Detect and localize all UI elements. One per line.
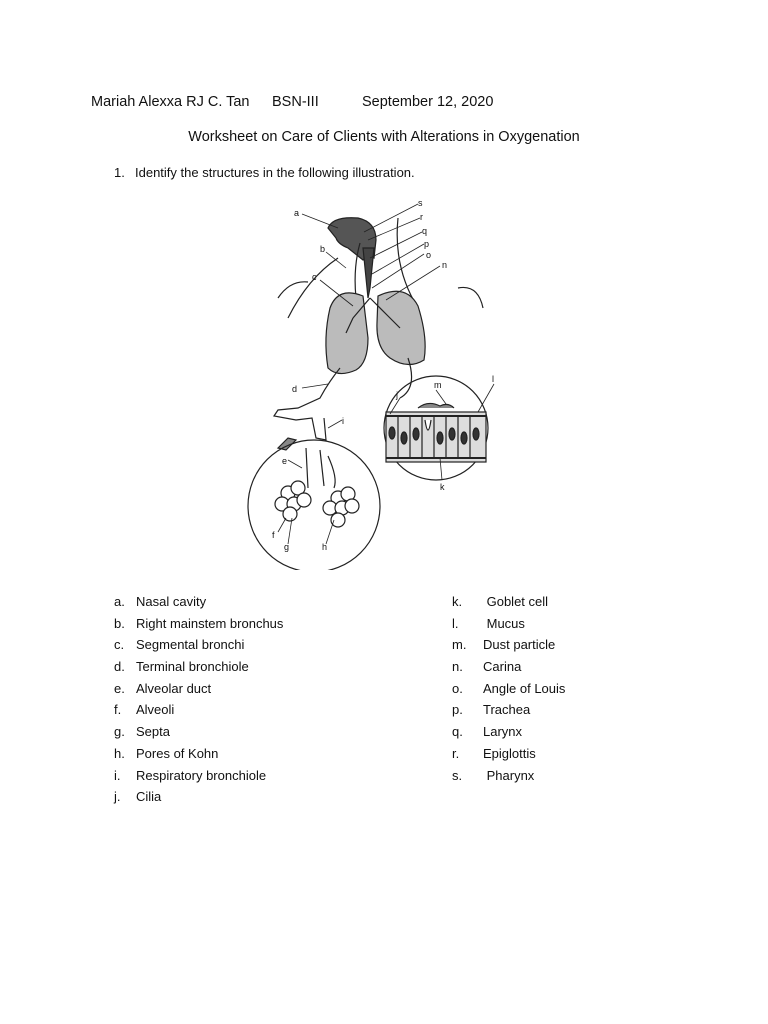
answer-row xyxy=(452,616,565,638)
label-c: c xyxy=(312,272,317,282)
answer-text: Carina xyxy=(483,659,522,675)
answer-letter: f. xyxy=(114,702,122,718)
answer-row xyxy=(452,702,565,724)
answer-letter: j. xyxy=(114,789,121,805)
answer-letter: q. xyxy=(452,724,463,740)
answer-text: Right mainstem bronchus xyxy=(136,615,284,631)
answer-row xyxy=(452,659,565,681)
label-o: o xyxy=(426,250,432,260)
answer-text: Trachea xyxy=(483,702,531,718)
question-number: 1. xyxy=(114,165,125,180)
answer-list-right xyxy=(452,594,565,789)
label-p: p xyxy=(424,239,430,249)
answer-row xyxy=(452,681,565,703)
respiratory-diagram xyxy=(178,188,570,570)
answer-letter: a. xyxy=(114,594,125,609)
answer-letter: p. xyxy=(452,702,463,718)
answer-text: Nasal cavity xyxy=(136,594,207,609)
answer-letter: b. xyxy=(114,615,125,631)
label-n: n xyxy=(442,260,448,270)
answer-row xyxy=(114,789,283,811)
answer-text: Septa xyxy=(136,724,170,740)
answer-list-left xyxy=(114,594,283,811)
label-j: j xyxy=(396,390,398,400)
label-r: r xyxy=(420,212,423,222)
label-k: k xyxy=(440,482,445,492)
answer-text: Alveolar duct xyxy=(136,680,212,696)
answer-row xyxy=(452,746,565,768)
label-b: b xyxy=(320,244,326,254)
label-s: s xyxy=(418,198,423,208)
respiratory-illustration xyxy=(178,188,570,570)
answer-row xyxy=(452,768,565,790)
label-q: q xyxy=(422,226,428,236)
answer-letter: l. xyxy=(452,615,459,631)
answer-text: Mucus xyxy=(483,615,525,631)
answer-text: Respiratory bronchiole xyxy=(136,767,267,783)
answer-row xyxy=(452,594,565,616)
label-m: m xyxy=(434,380,442,390)
answer-text: Larynx xyxy=(483,724,523,740)
answer-text: Dust particle xyxy=(483,637,556,653)
left-lung-shape xyxy=(377,291,425,364)
answer-letter: s. xyxy=(452,767,463,783)
student-name: Mariah Alexxa RJ C. Tan xyxy=(91,94,250,110)
answer-row xyxy=(114,724,283,746)
course-label: BSN-III xyxy=(272,94,319,110)
answer-text: Terminal bronchiole xyxy=(136,659,249,675)
answer-row xyxy=(114,746,283,768)
answer-row xyxy=(114,637,283,659)
answer-row xyxy=(114,594,283,616)
answer-letter: e. xyxy=(114,680,125,696)
answer-letter: o. xyxy=(452,680,463,696)
answer-text: Segmental bronchi xyxy=(136,637,245,653)
date-label: September 12, 2020 xyxy=(362,94,494,110)
answer-letter: k. xyxy=(452,594,463,609)
answer-letter: h. xyxy=(114,745,125,761)
answer-text: Goblet cell xyxy=(483,594,549,609)
question-1 xyxy=(114,165,415,180)
answer-row xyxy=(114,659,283,681)
label-g: g xyxy=(284,542,290,552)
alveoli-inset-circle xyxy=(248,440,380,570)
answer-letter: c. xyxy=(114,637,125,653)
answer-letter: m. xyxy=(452,637,467,653)
label-h: h xyxy=(322,542,328,552)
label-l: l xyxy=(492,374,494,384)
answer-text: Alveoli xyxy=(136,702,175,718)
answer-row xyxy=(114,702,283,724)
label-e: e xyxy=(282,456,288,466)
answer-text: Angle of Louis xyxy=(483,680,566,696)
right-lung-shape xyxy=(326,293,368,374)
label-a: a xyxy=(294,208,300,218)
leader-lines xyxy=(278,204,494,544)
worksheet-title: Worksheet on Care of Clients with Alterations in Oxygenation xyxy=(188,129,580,145)
answer-row xyxy=(114,768,283,790)
answer-text: Pharynx xyxy=(483,767,535,783)
answer-letter: r. xyxy=(452,745,460,761)
answer-row xyxy=(452,637,565,659)
answer-row xyxy=(452,724,565,746)
answer-text: Epiglottis xyxy=(483,745,536,761)
label-d: d xyxy=(292,384,298,394)
answer-row xyxy=(114,681,283,703)
answer-letter: i. xyxy=(114,767,121,783)
answer-letter: n. xyxy=(452,659,463,675)
answer-text: Cilia xyxy=(136,789,162,805)
alveoli-clusters xyxy=(275,481,359,527)
question-text: Identify the structures in the following illustration. xyxy=(135,165,415,180)
answer-row xyxy=(114,616,283,638)
answer-text: Pores of Kohn xyxy=(136,745,219,761)
label-f: f xyxy=(272,530,275,540)
trachea-shape xyxy=(363,248,374,298)
label-i: i xyxy=(342,416,344,426)
answer-letter: g. xyxy=(114,724,125,740)
answer-letter: d. xyxy=(114,659,125,675)
